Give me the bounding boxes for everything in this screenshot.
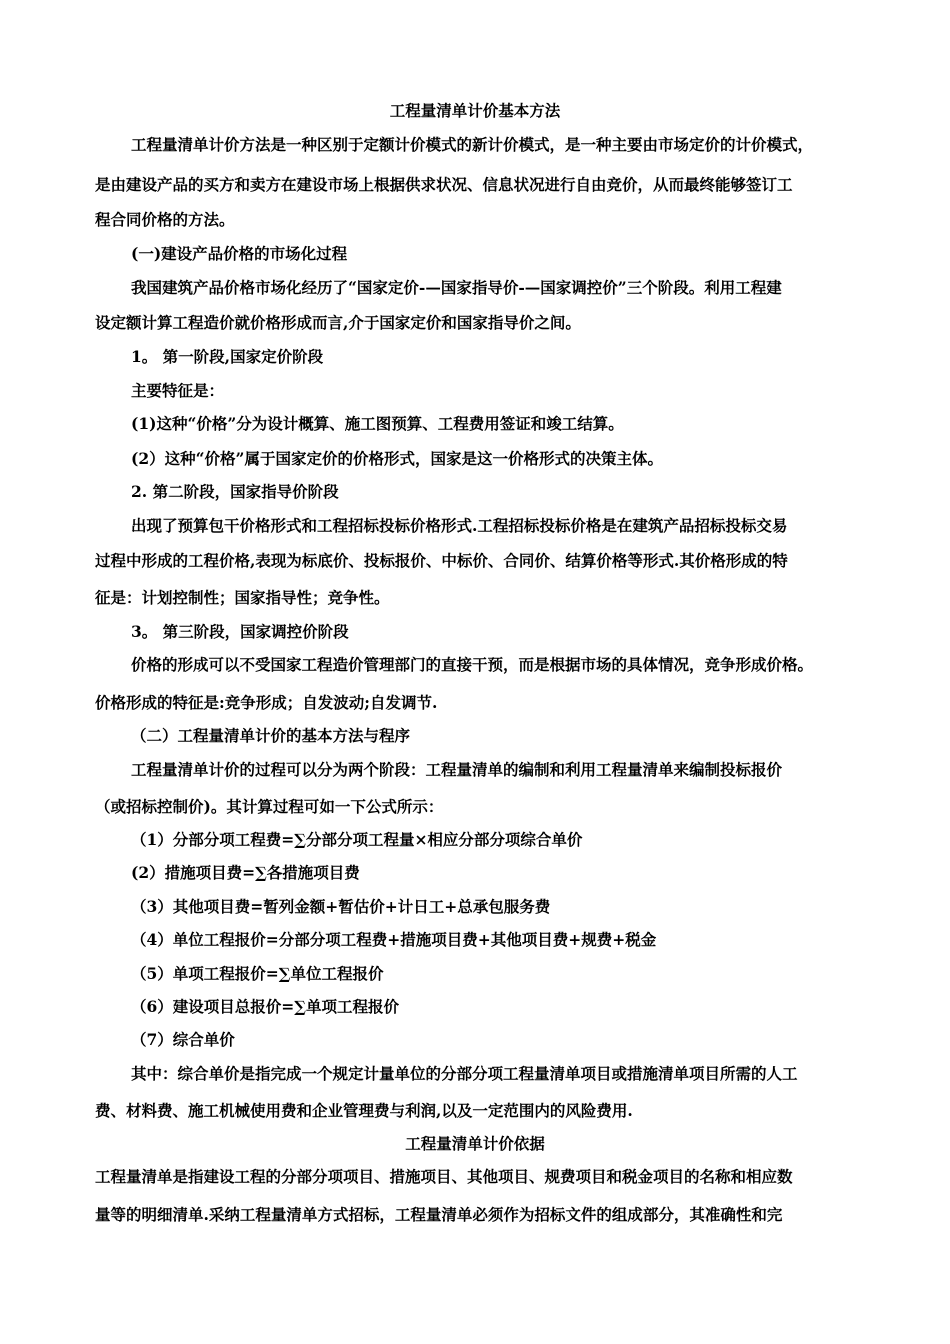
- section-title: 工程量清单计价依据: [405, 1134, 545, 1153]
- list-item: (2）这种“价格”属于国家定价的价格形式，国家是这一价格形式的决策主体。: [131, 449, 663, 468]
- paragraph-line: （或招标控制价)。其计算过程可如一下公式所示：: [95, 797, 444, 816]
- paragraph-line: 出现了预算包干价格形式和工程招标投标价格形式.工程招标投标价格是在建筑产品招标投标交易: [131, 516, 788, 535]
- paragraph-line: 工程量清单是指建设工程的分部分项项目、措施项目、其他项目、规费项目和税金项目的名称和相应数: [95, 1167, 793, 1186]
- paragraph-line: 量等的明细清单.采纳工程量清单方式招标，工程量清单必须作为招标文件的组成部分，其准确性和完: [95, 1205, 783, 1224]
- subsection-heading: 2. 第二阶段，国家指导价阶段: [131, 482, 339, 501]
- paragraph-line: 其中：综合单价是指完成一个规定计量单位的分部分项工程量清单项目或措施清单项目所需的人工: [131, 1064, 798, 1083]
- paragraph-line: 价格的形成可以不受国家工程造价管理部门的直接干预，而是根据市场的具体情况，竞争形成价格。: [131, 655, 814, 674]
- formula-item: （5）单项工程报价=∑单位工程报价: [131, 964, 384, 983]
- paragraph-line: 征是：计划控制性；国家指导性；竞争性。: [95, 588, 390, 607]
- paragraph-line: 工程量清单计价方法是一种区别于定额计价模式的新计价模式，是一种主要由市场定价的计价模式，: [131, 135, 814, 154]
- paragraph-line: 工程量清单计价的过程可以分为两个阶段：工程量清单的编制和利用工程量清单来编制投标报价: [131, 760, 783, 779]
- paragraph-line: 费、材料费、施工机械使用费和企业管理费与利润,以及一定范围内的风险费用.: [95, 1101, 633, 1120]
- paragraph-line: 主要特征是：: [131, 381, 225, 400]
- paragraph-line: 设定额计算工程造价就价格形成而言,介于国家定价和国家指导价之间。: [95, 313, 581, 332]
- paragraph-line: 是由建设产品的买方和卖方在建设市场上根据供求状况、信息状况进行自由竞价，从而最终能够签订工: [95, 175, 793, 194]
- paragraph-line: 程合同价格的方法。: [95, 210, 235, 229]
- formula-item: （6）建设项目总报价=∑单项工程报价: [131, 997, 399, 1016]
- formula-item: （7）综合单价: [131, 1030, 235, 1049]
- formula-item: （4）单位工程报价=分部分项工程费+措施项目费+其他项目费+规费+税金: [131, 930, 657, 949]
- paragraph-line: 我国建筑产品价格市场化经历了“国家定价-—国家指导价-—国家调控价”三个阶段。利用工程建: [131, 278, 782, 297]
- formula-item: (2）措施项目费=∑各措施项目费: [131, 863, 360, 882]
- list-item: (1)这种“价格”分为设计概算、施工图预算、工程费用签证和竣工结算。: [131, 414, 624, 433]
- document-title: 工程量清单计价基本方法: [389, 101, 561, 120]
- paragraph-line: 过程中形成的工程价格,表现为标底价、投标报价、中标价、合同价、结算价格等形式.其价格形成的特: [95, 551, 788, 570]
- paragraph-line: 价格形成的特征是:竞争形成；自发波动;自发调节.: [95, 693, 438, 712]
- section-heading: (一)建设产品价格的市场化过程: [131, 244, 348, 263]
- formula-item: （1）分部分项工程费=∑分部分项工程量×相应分部分项综合单价: [131, 830, 583, 849]
- subsection-heading: 1。 第一阶段,国家定价阶段: [131, 347, 324, 366]
- section-heading: （二）工程量清单计价的基本方法与程序: [131, 726, 411, 745]
- formula-item: （3）其他项目费=暂列金额+暂估价+计日工+总承包服务费: [131, 897, 551, 916]
- subsection-heading: 3。 第三阶段，国家调控价阶段: [131, 622, 349, 641]
